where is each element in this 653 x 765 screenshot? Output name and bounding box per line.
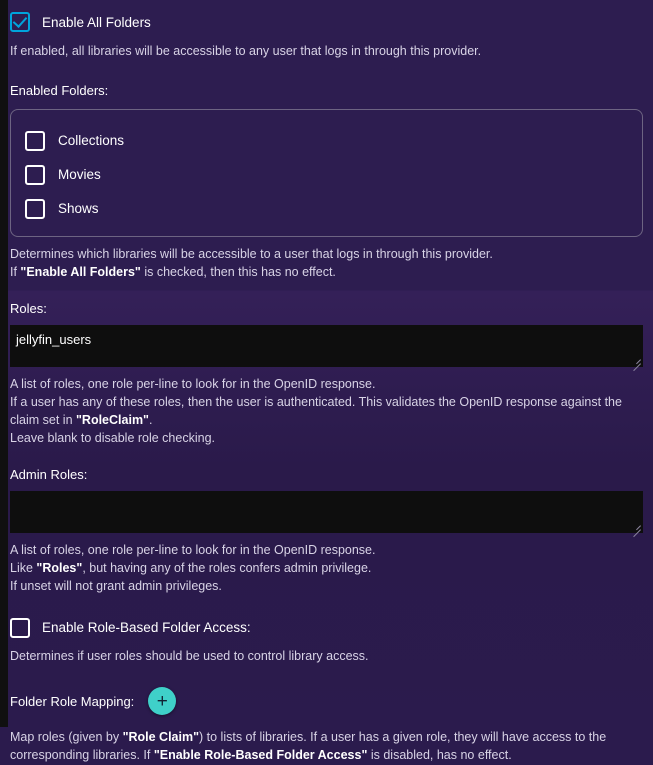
enabled-folders-helper-2 [10, 264, 643, 282]
roles-helper-2: If a user has any of these roles, then the user is authenticated. This validates the OpenID response against the [10, 395, 622, 409]
enable-all-folders-row[interactable] [10, 0, 643, 32]
folder-role-mapping-helper-1-post: ) to lists of libraries. If a user has a given role, they will have access to the [199, 730, 607, 745]
shows-checkbox[interactable] [25, 199, 45, 219]
enable-all-folders-label: Enable All Folders [42, 14, 151, 30]
roles-helper-1: A list of roles, one role per-line to look for in the OpenID response. [10, 377, 376, 392]
collections-label: Collections [58, 133, 125, 149]
role-based-folder-access-row[interactable] [10, 618, 643, 638]
admin-roles-input-wrap [10, 491, 643, 533]
admin-roles-helper-2-pre: Like [10, 561, 37, 575]
folder-role-mapping-helper-1-bold: "Role Claim" [122, 730, 200, 745]
movies-label: Movies [58, 167, 101, 183]
roles-helper-4: Leave blank to disable role checking. [10, 430, 215, 445]
enabled-folders-helper-1: Determines which libraries will be accessible to a user that logs in through this provider. [10, 246, 493, 261]
folder-role-mapping-helper-2-bold: "Enable Role-Based Folder Access" [153, 748, 368, 762]
folder-role-mapping-helper-2 [10, 747, 643, 765]
roles-label: Roles: [10, 301, 47, 317]
admin-roles-label: Admin Roles: [10, 467, 88, 483]
folder-role-mapping-label: Folder Role Mapping: [10, 693, 135, 709]
admin-roles-helper-3: If unset will not grant admin privileges. [10, 578, 222, 593]
role-based-folder-access-checkbox[interactable] [10, 618, 30, 638]
admin-roles-helper-2-post: , but having any of the roles confers admin privilege. [82, 561, 372, 575]
folder-role-mapping-helper-2-pre: corresponding libraries. If [10, 748, 154, 762]
roles-input[interactable] [10, 325, 643, 367]
enable-all-folders-helper: If enabled, all libraries will be accessible to any user that logs in through this provider. [10, 44, 482, 58]
enabled-folders-helper-2-pre: If [10, 264, 21, 279]
roles-helper-3-pre: claim set in [10, 412, 76, 427]
folder-role-mapping-helper-1-pre: Map roles (given by [10, 730, 123, 745]
admin-roles-input[interactable] [10, 491, 643, 533]
role-based-folder-access-label: Enable Role-Based Folder Access: [42, 620, 251, 635]
enabled-folders-box [10, 109, 643, 237]
admin-roles-helper-2-bold: "Roles" [36, 561, 83, 575]
admin-roles-helper-1: A list of roles, one role per-line to look for in the OpenID response. [10, 543, 376, 558]
enabled-folders-label: Enabled Folders: [10, 82, 109, 98]
shows-label: Shows [58, 201, 99, 217]
roles-input-wrap [10, 325, 643, 367]
role-based-folder-access-helper: Determines if user roles should be used to control library access. [10, 648, 369, 663]
add-folder-role-mapping-button[interactable]: + [148, 687, 176, 715]
folder-item-shows[interactable] [25, 192, 642, 226]
window-edge-strip [0, 0, 8, 727]
admin-roles-helper-2 [10, 560, 643, 578]
enabled-folders-helper-2-post: is checked, then this has no effect. [140, 264, 336, 279]
folder-item-movies[interactable] [25, 158, 642, 192]
folder-role-mapping-helper-1 [10, 729, 643, 747]
roles-helper-3-bold: "RoleClaim" [76, 412, 149, 427]
folder-item-collections[interactable] [25, 124, 642, 158]
folder-role-mapping-helper-2-post: is disabled, has no effect. [367, 748, 512, 762]
collections-checkbox[interactable] [25, 131, 45, 151]
enabled-folders-helper-2-bold: "Enable All Folders" [20, 264, 141, 279]
folder-role-mapping-row [10, 687, 643, 715]
enable-all-folders-checkbox[interactable] [10, 12, 30, 32]
roles-helper-3 [10, 412, 643, 430]
movies-checkbox[interactable] [25, 165, 45, 185]
roles-helper-3-post: . [148, 412, 153, 427]
